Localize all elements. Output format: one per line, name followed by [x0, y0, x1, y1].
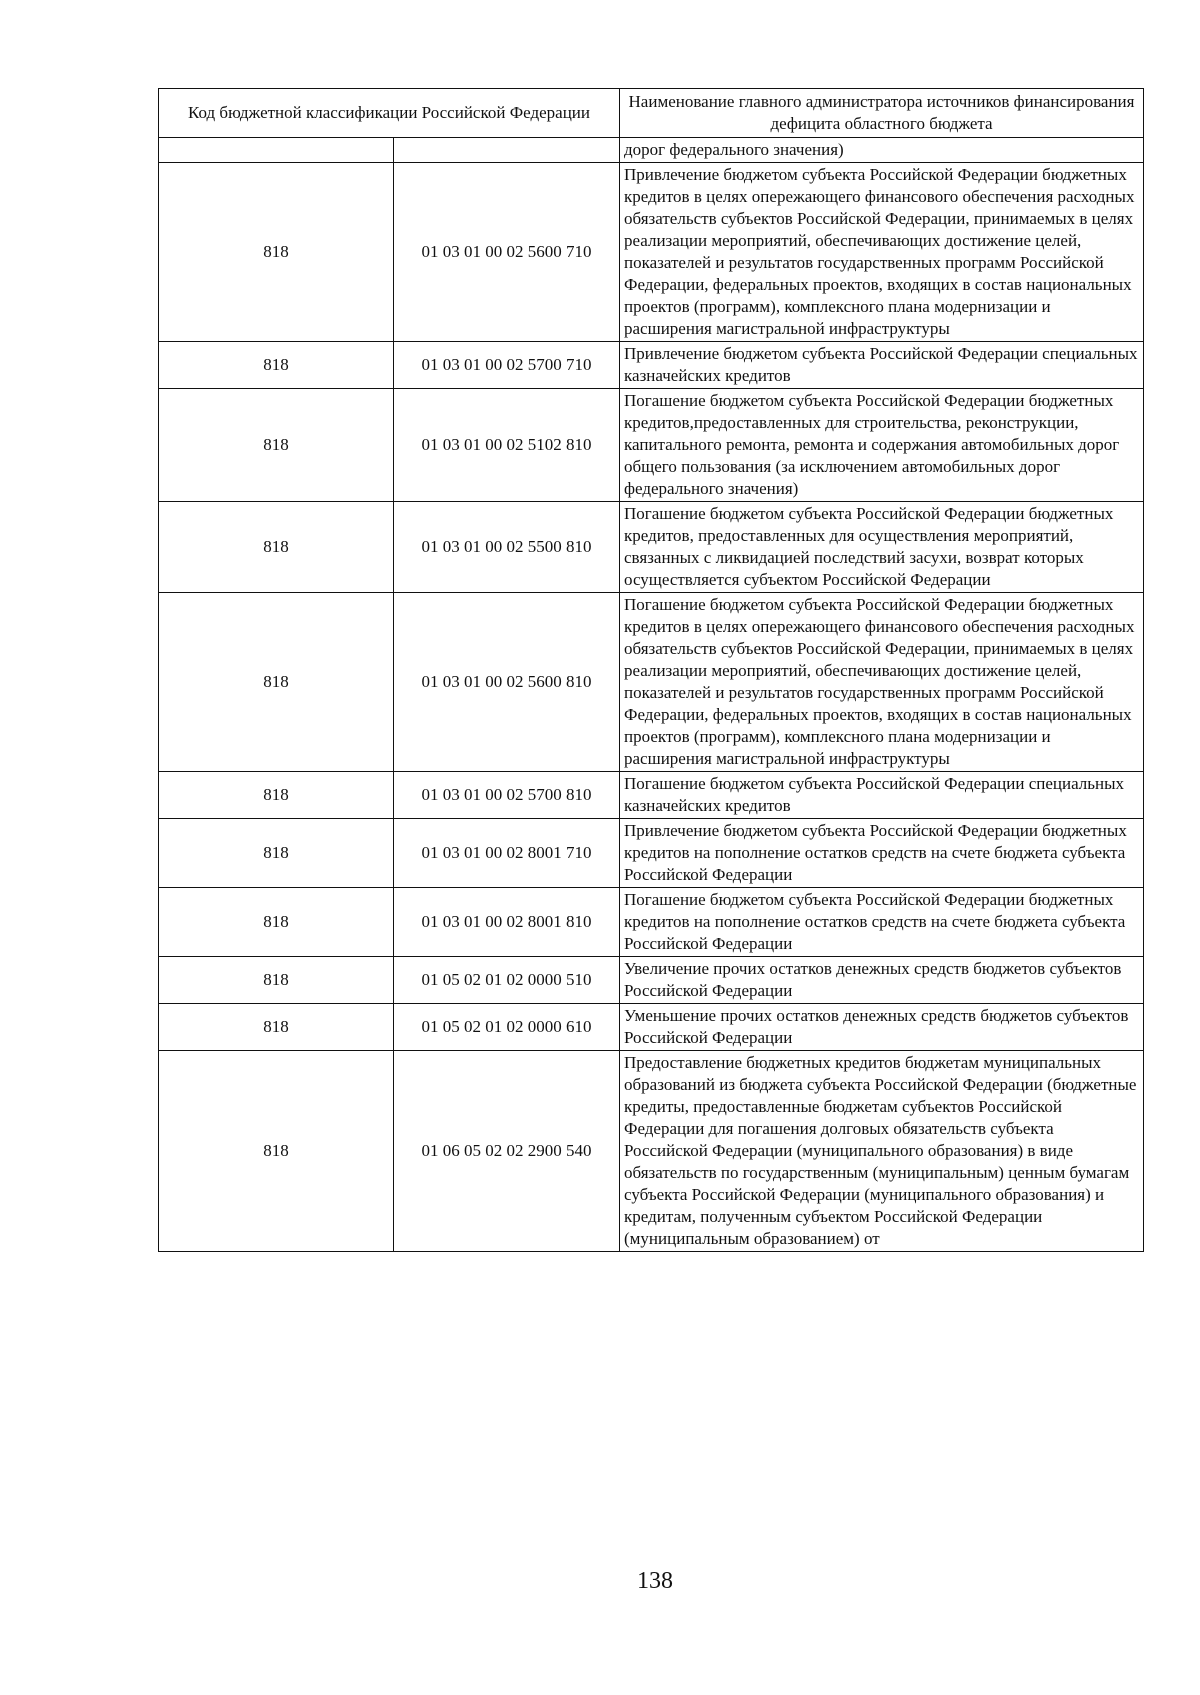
admin-code-cell: 818 — [159, 502, 394, 593]
source-name-cell: Привлечение бюджетом субъекта Российской Федерации специальных казначейских кредитов — [620, 342, 1144, 389]
table-body — [159, 138, 1144, 1252]
budget-code-cell: 01 03 01 00 02 8001 710 — [394, 819, 620, 888]
continuation-name-cell: дорог федерального значения) — [620, 138, 1144, 163]
budget-code-cell: 01 03 01 00 02 8001 810 — [394, 888, 620, 957]
admin-code-cell: 818 — [159, 1004, 394, 1051]
page-number: 138 — [637, 1568, 673, 1594]
admin-code-cell: 818 — [159, 957, 394, 1004]
source-name-cell: Погашение бюджетом субъекта Российской Федерации бюджетных кредитов в целях опережающего финансового обеспечения расходных обязательств субъектов Российской Федерации, принимаемых в целях реализации мероприятий, обеспечивающих достижение целей, показателей и результатов государственных программ Российской Федерации, федеральных проектов, входящих в состав национальных проектов (программ), комплексного плана модернизации и расширения магистральной инфраструктуры — [620, 593, 1144, 772]
table-row — [159, 163, 1144, 342]
budget-code-cell: 01 03 01 00 02 5500 810 — [394, 502, 620, 593]
admin-code-cell: 818 — [159, 1051, 394, 1252]
table-row — [159, 819, 1144, 888]
table-row — [159, 342, 1144, 389]
budget-code-cell: 01 03 01 00 02 5102 810 — [394, 389, 620, 502]
budget-code-cell: 01 03 01 00 02 5600 810 — [394, 593, 620, 772]
source-name-cell: Увеличение прочих остатков денежных средств бюджетов субъектов Российской Федерации — [620, 957, 1144, 1004]
admin-code-cell: 818 — [159, 389, 394, 502]
budget-code-cell: 01 05 02 01 02 0000 610 — [394, 1004, 620, 1051]
source-name-cell: Предоставление бюджетных кредитов бюджетам муниципальных образований из бюджета субъекта Российской Федерации (бюджетные кредиты, предоставленные бюджетам субъектов Российской Федерации для погашения долговых обязательств субъекта Российской Федерации (муниципального образования) в виде обязательств по государственным (муниципальным) ценным бумагам субъекта Российской Федерации (муниципального образования) и кредитам, полученным субъектом Российской Федерации (муниципальным образованием) от — [620, 1051, 1144, 1252]
admin-code-cell: 818 — [159, 593, 394, 772]
budget-code-cell: 01 03 01 00 02 5700 710 — [394, 342, 620, 389]
admin-code-cell: 818 — [159, 342, 394, 389]
budget-classification-table — [158, 88, 1144, 1252]
table-row — [159, 502, 1144, 593]
admin-code-cell: 818 — [159, 772, 394, 819]
source-name-cell: Погашение бюджетом субъекта Российской Федерации бюджетных кредитов на пополнение остатков средств на счете бюджета субъекта Российской Федерации — [620, 888, 1144, 957]
table-row — [159, 1051, 1144, 1252]
table-header-row — [159, 89, 1144, 138]
admin-code-cell: 818 — [159, 819, 394, 888]
budget-code-cell: 01 06 05 02 02 2900 540 — [394, 1051, 620, 1252]
budget-code-cell: 01 05 02 01 02 0000 510 — [394, 957, 620, 1004]
table-row — [159, 593, 1144, 772]
admin-code-cell: 818 — [159, 163, 394, 342]
table-row — [159, 957, 1144, 1004]
admin-code-cell: 818 — [159, 888, 394, 957]
table-row — [159, 389, 1144, 502]
source-name-cell: Привлечение бюджетом субъекта Российской Федерации бюджетных кредитов в целях опережающего финансового обеспечения расходных обязательств субъектов Российской Федерации, принимаемых в целях реализации мероприятий, обеспечивающих достижение целей, показателей и результатов государственных программ Российской Федерации, федеральных проектов, входящих в состав национальных проектов (программ), комплексного плана модернизации и расширения магистральной инфраструктуры — [620, 163, 1144, 342]
table-row — [159, 888, 1144, 957]
source-name-cell: Погашение бюджетом субъекта Российской Федерации бюджетных кредитов, предоставленных для осуществления мероприятий, связанных с ликвидацией последствий засухи, возврат которых осуществляется субъектом Российской Федерации — [620, 502, 1144, 593]
source-name-cell: Уменьшение прочих остатков денежных средств бюджетов субъектов Российской Федерации — [620, 1004, 1144, 1051]
continuation-admin-cell — [159, 138, 394, 163]
name-column-header: Наименование главного администратора источников финансирования дефицита областного бюджета — [620, 89, 1144, 138]
source-name-cell: Привлечение бюджетом субъекта Российской Федерации бюджетных кредитов на пополнение остатков средств на счете бюджета субъекта Российской Федерации — [620, 819, 1144, 888]
table-row — [159, 772, 1144, 819]
source-name-cell: Погашение бюджетом субъекта Российской Федерации специальных казначейских кредитов — [620, 772, 1144, 819]
budget-code-cell: 01 03 01 00 02 5600 710 — [394, 163, 620, 342]
table-row — [159, 1004, 1144, 1051]
continuation-row — [159, 138, 1144, 163]
continuation-code-cell — [394, 138, 620, 163]
code-column-header: Код бюджетной классификации Российской Федерации — [159, 89, 620, 138]
budget-code-cell: 01 03 01 00 02 5700 810 — [394, 772, 620, 819]
source-name-cell: Погашение бюджетом субъекта Российской Федерации бюджетных кредитов,предоставленных для строительства, реконструкции, капитального ремонта, ремонта и содержания автомобильных дорог общего пользования (за исключением автомобильных дорог федерального значения) — [620, 389, 1144, 502]
